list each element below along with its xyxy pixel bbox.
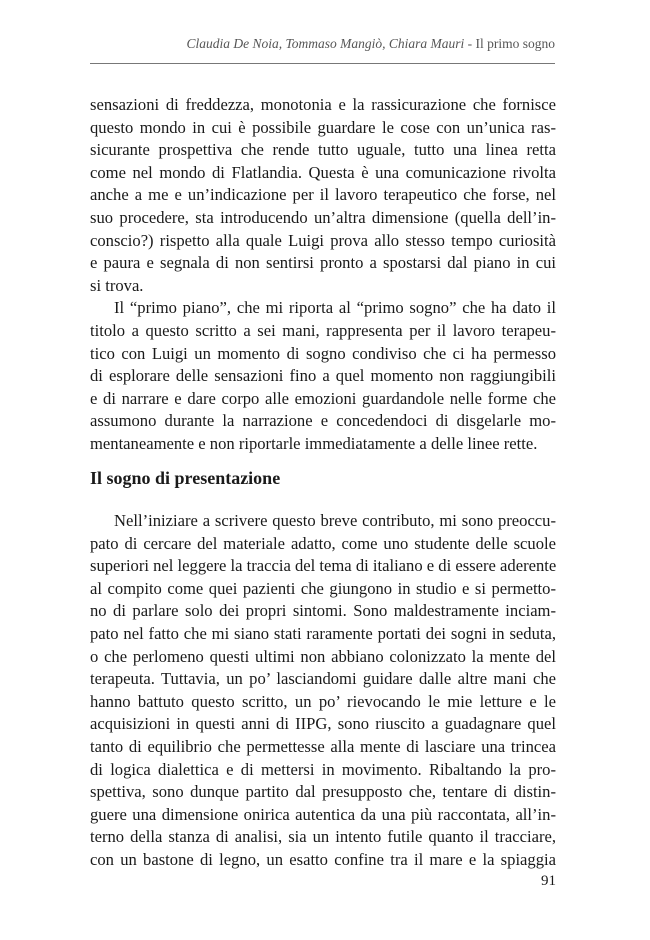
text-line: no di parlare solo dei propri sintomi. Sono maldestramente inciam- [90, 601, 556, 621]
text-line: sicurante prospettiva che rende tutto uguale, tutto una linea retta [90, 140, 556, 160]
header-separator: - [464, 36, 476, 51]
text-line: e di narrare e dare corpo alle emozioni guardandole nelle forme che [90, 388, 556, 408]
text-line: di logica dialettica e di mettersi in movimento. Ribaltando la pro- [90, 759, 556, 779]
text-line: assumono durante la narrazione e concedendoci di disgelarle mo- [90, 411, 556, 431]
body-text-top [90, 94, 556, 456]
text-line: si trova. [90, 275, 144, 295]
running-header [90, 36, 555, 52]
text-line: pato nel fatto che mi siano stati raramente portati dei sogni in seduta, [90, 623, 556, 643]
page-number: 91 [541, 873, 556, 889]
header-rule [90, 63, 555, 64]
text-line: hanno battuto questo scritto, un po’ rievocando le mie letture e le [90, 691, 556, 711]
text-line: tanto di equilibrio che permettesse alla mente di lasciare una trincea [90, 736, 556, 756]
text-line: Il “primo piano”, che mi riporta al “primo sogno” che ha dato il [114, 298, 556, 318]
text-line: o che perlomeno questi ultimi non abbiano colonizzato la mente del [90, 646, 556, 666]
header-authors: Claudia De Noia, Tommaso Mangiò, Chiara Mauri [186, 36, 465, 51]
text-line: anche a me e un’indicazione per il lavoro terapeutico che forse, nel [90, 185, 556, 205]
text-line: come nel mondo di Flatlandia. Questa è una comunicazione rivolta [90, 162, 556, 182]
text-line: terapeuta. Tuttavia, un po’ lasciandomi guidare dalle altre mani che [90, 669, 556, 689]
text-line: spettiva, sono dunque partito dal presupposto che, tentare di distin- [90, 782, 556, 802]
header-title: Il primo sogno [475, 36, 555, 51]
text-line: di esplorare delle sensazioni fino a quel momento non raggiungibili [90, 366, 556, 386]
text-line: con un bastone di legno, un esatto confine tra il mare e la spiaggia [90, 849, 556, 869]
section-heading: Il sogno di presentazione [90, 468, 281, 488]
text-line: e paura e segnala di non sentirsi pronto a spostarsi dal piano in cui [90, 253, 556, 273]
text-line: tico con Luigi un momento di sogno condiviso che ci ha permesso [90, 343, 556, 363]
text-line: suo procedere, sta introducendo un’altra dimensione (quella dell’in- [90, 207, 556, 227]
text-line: pato di cercare del materiale adatto, come uno studente delle scuole [90, 533, 556, 553]
text-line: titolo a questo scritto a sei mani, rappresenta per il lavoro terapeu- [90, 320, 556, 340]
text-line: superiori nel leggere la traccia del tema di italiano e di essere aderente [90, 556, 557, 576]
text-line: mentaneamente e non riportarle immediatamente a delle linee rette. [90, 433, 538, 453]
text-line: acquisizioni in questi anni di IIPG, sono riuscito a guadagnare quel [90, 714, 556, 734]
text-line: terno della stanza di analisi, sia un intento futile quanto il tracciare, [90, 827, 556, 847]
text-line: Nell’iniziare a scrivere questo breve contributo, mi sono preoccu- [114, 511, 556, 530]
text-line: al compito come quei pazienti che giungono in studio e si permetto- [90, 578, 556, 598]
body-text-bottom [90, 510, 556, 872]
text-line: sensazioni di freddezza, monotonia e la rassicurazione che fornisce [90, 95, 556, 114]
text-line: guere una dimensione onirica autentica da una più raccontata, all’in- [90, 804, 556, 824]
text-line: questo mondo in cui è possibile guardare le cose con un’unica ras- [90, 117, 556, 137]
text-line: conscio?) rispetto alla quale Luigi prova allo stesso tempo curiosità [90, 230, 556, 250]
